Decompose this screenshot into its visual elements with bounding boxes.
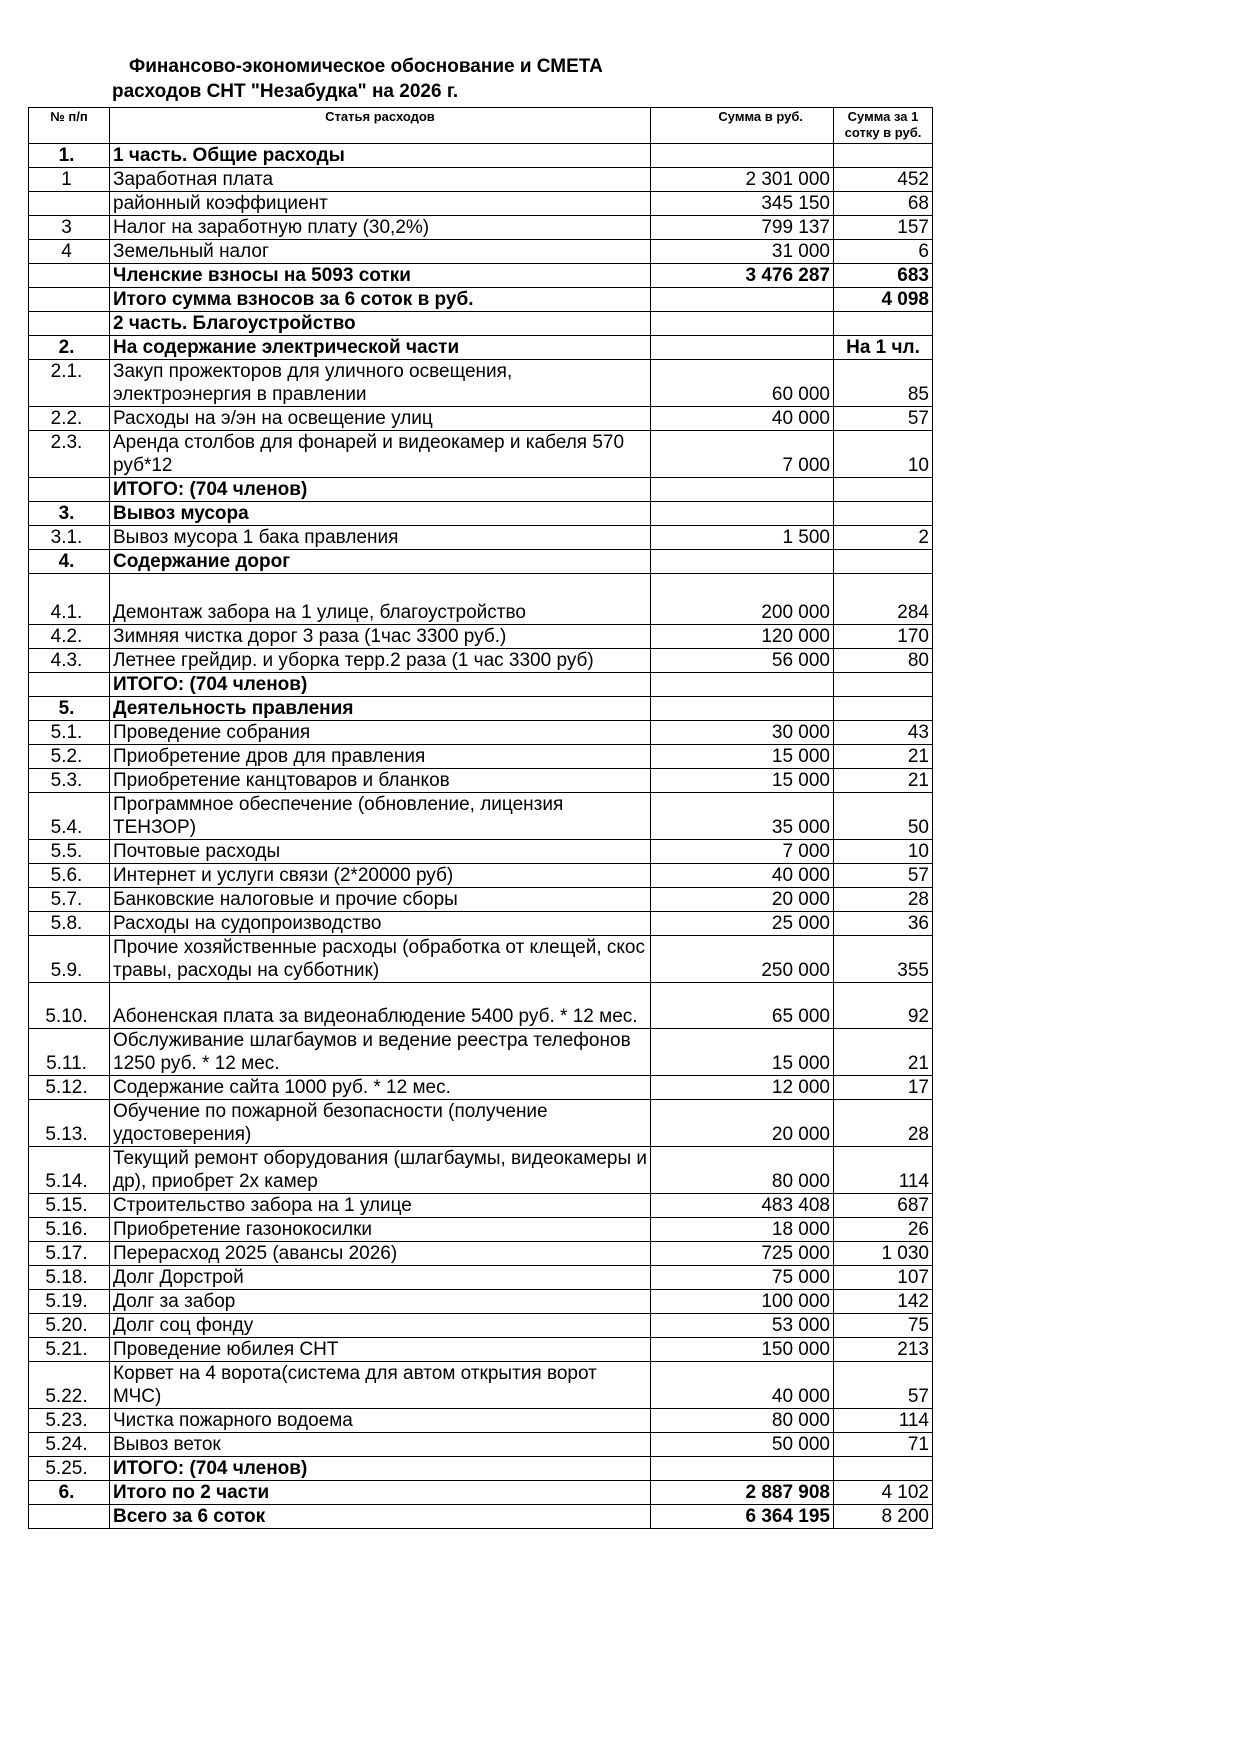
table-row — [29, 1100, 933, 1147]
row-sum — [651, 312, 834, 336]
row-number — [29, 478, 110, 502]
header-per-sotka: Сумма за 1 сотку в руб. — [834, 108, 933, 144]
row-per-sotka: На 1 чл. — [834, 336, 933, 360]
row-item: Проведение собрания — [110, 721, 651, 745]
table-row — [29, 574, 933, 625]
table-row — [29, 168, 933, 192]
row-sum: 20 000 — [651, 1100, 834, 1147]
row-item: Расходы на э/эн на освещение улиц — [110, 407, 651, 431]
row-per-sotka: 26 — [834, 1218, 933, 1242]
row-number — [29, 673, 110, 697]
row-per-sotka — [834, 550, 933, 574]
row-sum: 60 000 — [651, 360, 834, 407]
row-per-sotka — [834, 502, 933, 526]
row-number: 5.9. — [29, 936, 110, 983]
row-item: Содержание сайта 1000 руб. * 12 мес. — [110, 1076, 651, 1100]
row-sum — [651, 1457, 834, 1481]
row-number: 5.15. — [29, 1194, 110, 1218]
row-per-sotka: 92 — [834, 983, 933, 1029]
header-sum: Сумма в руб. — [651, 108, 834, 144]
row-sum: 31 000 — [651, 240, 834, 264]
row-sum: 30 000 — [651, 721, 834, 745]
row-item: Членские взносы на 5093 сотки — [110, 264, 651, 288]
table-row — [29, 144, 933, 168]
row-item: Аренда столбов для фонарей и видеокамер и кабеля 570 руб*12 — [110, 431, 651, 478]
table-row — [29, 264, 933, 288]
title-line-1: Финансово-экономическое обоснование и СМЕТА — [129, 56, 603, 77]
row-sum: 80 000 — [651, 1147, 834, 1194]
row-number: 5.7. — [29, 888, 110, 912]
row-number: 3 — [29, 216, 110, 240]
row-number: 5.6. — [29, 864, 110, 888]
row-sum: 25 000 — [651, 912, 834, 936]
row-per-sotka — [834, 673, 933, 697]
row-sum — [651, 144, 834, 168]
row-item: Почтовые расходы — [110, 840, 651, 864]
table-row — [29, 745, 933, 769]
row-per-sotka: 57 — [834, 1362, 933, 1409]
header-item: Статья расходов — [110, 108, 651, 144]
table-row — [29, 840, 933, 864]
table-row — [29, 478, 933, 502]
row-item: Перерасход 2025 (авансы 2026) — [110, 1242, 651, 1266]
row-per-sotka: 36 — [834, 912, 933, 936]
row-number: 2.2. — [29, 407, 110, 431]
row-sum: 483 408 — [651, 1194, 834, 1218]
row-item: Приобретение дров для правления — [110, 745, 651, 769]
table-row — [29, 1457, 933, 1481]
row-item: Вывоз мусора — [110, 502, 651, 526]
table-row — [29, 1290, 933, 1314]
table-row — [29, 912, 933, 936]
row-sum: 65 000 — [651, 983, 834, 1029]
row-number: 5.17. — [29, 1242, 110, 1266]
row-sum: 50 000 — [651, 1433, 834, 1457]
title-line-2: расходов СНТ "Незабудка" на 2026 г. — [112, 81, 459, 102]
row-sum — [651, 288, 834, 312]
table-row — [29, 431, 933, 478]
table-row — [29, 502, 933, 526]
row-per-sotka: 10 — [834, 431, 933, 478]
table-row — [29, 550, 933, 574]
table-row — [29, 288, 933, 312]
row-per-sotka: 75 — [834, 1314, 933, 1338]
row-item: Итого по 2 части — [110, 1481, 651, 1505]
table-row — [29, 1194, 933, 1218]
row-number — [29, 1505, 110, 1529]
table-body — [29, 144, 933, 1529]
row-item: Вывоз мусора 1 бака правления — [110, 526, 651, 550]
row-number: 3. — [29, 502, 110, 526]
row-sum: 15 000 — [651, 769, 834, 793]
table-header-row — [29, 108, 933, 144]
row-item: Проведение юбилея СНТ — [110, 1338, 651, 1362]
row-per-sotka — [834, 144, 933, 168]
row-per-sotka: 114 — [834, 1409, 933, 1433]
row-number: 6. — [29, 1481, 110, 1505]
row-number: 5.11. — [29, 1029, 110, 1076]
row-item: Корвет на 4 ворота(система для автом открытия ворот МЧС) — [110, 1362, 651, 1409]
row-number: 5.2. — [29, 745, 110, 769]
row-sum: 250 000 — [651, 936, 834, 983]
table-row — [29, 240, 933, 264]
row-item: Земельный налог — [110, 240, 651, 264]
row-item: Программное обеспечение (обновление, лицензия ТЕНЗОР) — [110, 793, 651, 840]
row-item: ИТОГО: (704 членов) — [110, 1457, 651, 1481]
row-sum — [651, 673, 834, 697]
row-per-sotka — [834, 697, 933, 721]
row-per-sotka: 114 — [834, 1147, 933, 1194]
table-row — [29, 1338, 933, 1362]
row-item: Налог на заработную плату (30,2%) — [110, 216, 651, 240]
row-sum: 7 000 — [651, 431, 834, 478]
row-item: Итого сумма взносов за 6 соток в руб. — [110, 288, 651, 312]
row-item: Вывоз веток — [110, 1433, 651, 1457]
document-title — [112, 54, 603, 104]
row-item: Зимняя чистка дорог 3 раза (1час 3300 руб.) — [110, 625, 651, 649]
budget-table — [28, 107, 933, 1529]
row-number: 5.16. — [29, 1218, 110, 1242]
row-sum: 150 000 — [651, 1338, 834, 1362]
row-number: 3.1. — [29, 526, 110, 550]
row-item: Текущий ремонт оборудования (шлагбаумы, видеокамеры и др), приобрет 2х камер — [110, 1147, 651, 1194]
row-number: 1 — [29, 168, 110, 192]
table-row — [29, 769, 933, 793]
row-number: 5.8. — [29, 912, 110, 936]
row-number: 1. — [29, 144, 110, 168]
row-item: Всего за 6 соток — [110, 1505, 651, 1529]
row-per-sotka: 71 — [834, 1433, 933, 1457]
row-item: Деятельность правления — [110, 697, 651, 721]
row-per-sotka — [834, 1457, 933, 1481]
row-sum: 15 000 — [651, 745, 834, 769]
row-item: Прочие хозяйственные расходы (обработка от клещей, скос травы, расходы на субботник) — [110, 936, 651, 983]
row-item: Долг соц фонду — [110, 1314, 651, 1338]
row-per-sotka — [834, 312, 933, 336]
row-number: 2.1. — [29, 360, 110, 407]
table-row — [29, 888, 933, 912]
row-sum: 35 000 — [651, 793, 834, 840]
table-row — [29, 1076, 933, 1100]
row-sum — [651, 336, 834, 360]
row-sum: 345 150 — [651, 192, 834, 216]
row-sum — [651, 478, 834, 502]
row-item: районный коэффициент — [110, 192, 651, 216]
row-per-sotka: 21 — [834, 769, 933, 793]
row-per-sotka: 8 200 — [834, 1505, 933, 1529]
row-per-sotka: 43 — [834, 721, 933, 745]
row-per-sotka: 21 — [834, 745, 933, 769]
row-sum: 120 000 — [651, 625, 834, 649]
table-row — [29, 864, 933, 888]
row-per-sotka: 50 — [834, 793, 933, 840]
row-sum: 1 500 — [651, 526, 834, 550]
row-number: 4.2. — [29, 625, 110, 649]
row-per-sotka: 17 — [834, 1076, 933, 1100]
row-item: Строительство забора на 1 улице — [110, 1194, 651, 1218]
table-row — [29, 1266, 933, 1290]
row-sum: 18 000 — [651, 1218, 834, 1242]
row-per-sotka: 355 — [834, 936, 933, 983]
row-item: Приобретение канцтоваров и бланков — [110, 769, 651, 793]
row-sum: 200 000 — [651, 574, 834, 625]
row-sum: 53 000 — [651, 1314, 834, 1338]
row-number: 5.22. — [29, 1362, 110, 1409]
row-sum: 40 000 — [651, 1362, 834, 1409]
row-item: Приобретение газонокосилки — [110, 1218, 651, 1242]
table-row — [29, 216, 933, 240]
row-sum: 80 000 — [651, 1409, 834, 1433]
row-per-sotka: 157 — [834, 216, 933, 240]
row-per-sotka: 28 — [834, 1100, 933, 1147]
row-sum: 100 000 — [651, 1290, 834, 1314]
row-number — [29, 312, 110, 336]
row-number: 4.1. — [29, 574, 110, 625]
table-row — [29, 649, 933, 673]
row-number: 5.1. — [29, 721, 110, 745]
row-item: Закуп прожекторов для уличного освещения, электроэнергия в правлении — [110, 360, 651, 407]
row-per-sotka: 687 — [834, 1194, 933, 1218]
table-row — [29, 336, 933, 360]
row-number: 5.4. — [29, 793, 110, 840]
table-row — [29, 1409, 933, 1433]
table-row — [29, 1481, 933, 1505]
row-item: 2 часть. Благоустройство — [110, 312, 651, 336]
table-row — [29, 793, 933, 840]
row-item: Банковские налоговые и прочие сборы — [110, 888, 651, 912]
header-num: № п/п — [29, 108, 110, 144]
row-number: 5.25. — [29, 1457, 110, 1481]
table-row — [29, 721, 933, 745]
row-number — [29, 288, 110, 312]
row-item: Обучение по пожарной безопасности (получение удостоверения) — [110, 1100, 651, 1147]
row-item: Интернет и услуги связи (2*20000 руб) — [110, 864, 651, 888]
row-number: 2.3. — [29, 431, 110, 478]
row-item: Летнее грейдир. и уборка терр.2 раза (1 час 3300 руб) — [110, 649, 651, 673]
row-item: Заработная плата — [110, 168, 651, 192]
row-number: 5. — [29, 697, 110, 721]
row-per-sotka: 284 — [834, 574, 933, 625]
row-per-sotka: 1 030 — [834, 1242, 933, 1266]
table-row — [29, 697, 933, 721]
row-sum: 2 887 908 — [651, 1481, 834, 1505]
table-row — [29, 1505, 933, 1529]
row-per-sotka: 57 — [834, 407, 933, 431]
row-per-sotka: 170 — [834, 625, 933, 649]
table-row — [29, 1314, 933, 1338]
row-number: 5.21. — [29, 1338, 110, 1362]
table-row — [29, 936, 933, 983]
row-sum: 12 000 — [651, 1076, 834, 1100]
row-per-sotka: 4 098 — [834, 288, 933, 312]
row-number: 5.19. — [29, 1290, 110, 1314]
row-per-sotka: 10 — [834, 840, 933, 864]
row-sum: 40 000 — [651, 864, 834, 888]
row-per-sotka: 2 — [834, 526, 933, 550]
row-per-sotka: 107 — [834, 1266, 933, 1290]
row-number: 4.3. — [29, 649, 110, 673]
row-per-sotka: 80 — [834, 649, 933, 673]
row-number: 5.18. — [29, 1266, 110, 1290]
table-row — [29, 1433, 933, 1457]
row-per-sotka: 85 — [834, 360, 933, 407]
row-item: Расходы на судопроизводство — [110, 912, 651, 936]
row-number: 2. — [29, 336, 110, 360]
row-item: Обслуживание шлагбаумов и ведение реестра телефонов 1250 руб. * 12 мес. — [110, 1029, 651, 1076]
table-row — [29, 192, 933, 216]
row-sum: 20 000 — [651, 888, 834, 912]
row-item: На содержание электрической части — [110, 336, 651, 360]
table-row — [29, 407, 933, 431]
table-row — [29, 625, 933, 649]
row-sum: 725 000 — [651, 1242, 834, 1266]
row-item: Абоненская плата за видеонаблюдение 5400 руб. * 12 мес. — [110, 983, 651, 1029]
row-number — [29, 192, 110, 216]
table-row — [29, 1029, 933, 1076]
row-sum: 6 364 195 — [651, 1505, 834, 1529]
row-number: 5.3. — [29, 769, 110, 793]
table-row — [29, 1242, 933, 1266]
row-per-sotka: 142 — [834, 1290, 933, 1314]
row-per-sotka: 21 — [834, 1029, 933, 1076]
table-row — [29, 360, 933, 407]
row-item: Долг Дорстрой — [110, 1266, 651, 1290]
row-number: 5.24. — [29, 1433, 110, 1457]
row-sum: 15 000 — [651, 1029, 834, 1076]
row-sum — [651, 697, 834, 721]
table-row — [29, 983, 933, 1029]
row-sum — [651, 550, 834, 574]
row-per-sotka: 57 — [834, 864, 933, 888]
row-sum: 40 000 — [651, 407, 834, 431]
table-row — [29, 673, 933, 697]
row-item: ИТОГО: (704 членов) — [110, 673, 651, 697]
row-number: 5.14. — [29, 1147, 110, 1194]
table-row — [29, 312, 933, 336]
row-number: 5.23. — [29, 1409, 110, 1433]
table-row — [29, 1362, 933, 1409]
row-number: 5.13. — [29, 1100, 110, 1147]
row-per-sotka: 68 — [834, 192, 933, 216]
row-sum: 7 000 — [651, 840, 834, 864]
row-number: 5.5. — [29, 840, 110, 864]
row-item: Чистка пожарного водоема — [110, 1409, 651, 1433]
row-sum: 56 000 — [651, 649, 834, 673]
row-item: ИТОГО: (704 членов) — [110, 478, 651, 502]
row-number — [29, 264, 110, 288]
row-item: Долг за забор — [110, 1290, 651, 1314]
row-number: 4 — [29, 240, 110, 264]
row-per-sotka: 683 — [834, 264, 933, 288]
row-per-sotka: 6 — [834, 240, 933, 264]
row-per-sotka: 28 — [834, 888, 933, 912]
row-item: Содержание дорог — [110, 550, 651, 574]
row-sum: 2 301 000 — [651, 168, 834, 192]
row-per-sotka — [834, 478, 933, 502]
row-number: 5.10. — [29, 983, 110, 1029]
row-sum — [651, 502, 834, 526]
table-row — [29, 1218, 933, 1242]
row-sum: 3 476 287 — [651, 264, 834, 288]
row-number: 5.20. — [29, 1314, 110, 1338]
table-row — [29, 526, 933, 550]
table-row — [29, 1147, 933, 1194]
row-sum: 799 137 — [651, 216, 834, 240]
row-sum: 75 000 — [651, 1266, 834, 1290]
row-number: 5.12. — [29, 1076, 110, 1100]
row-per-sotka: 4 102 — [834, 1481, 933, 1505]
row-number: 4. — [29, 550, 110, 574]
row-item: 1 часть. Общие расходы — [110, 144, 651, 168]
row-item: Демонтаж забора на 1 улице, благоустройство — [110, 574, 651, 625]
row-per-sotka: 213 — [834, 1338, 933, 1362]
row-per-sotka: 452 — [834, 168, 933, 192]
